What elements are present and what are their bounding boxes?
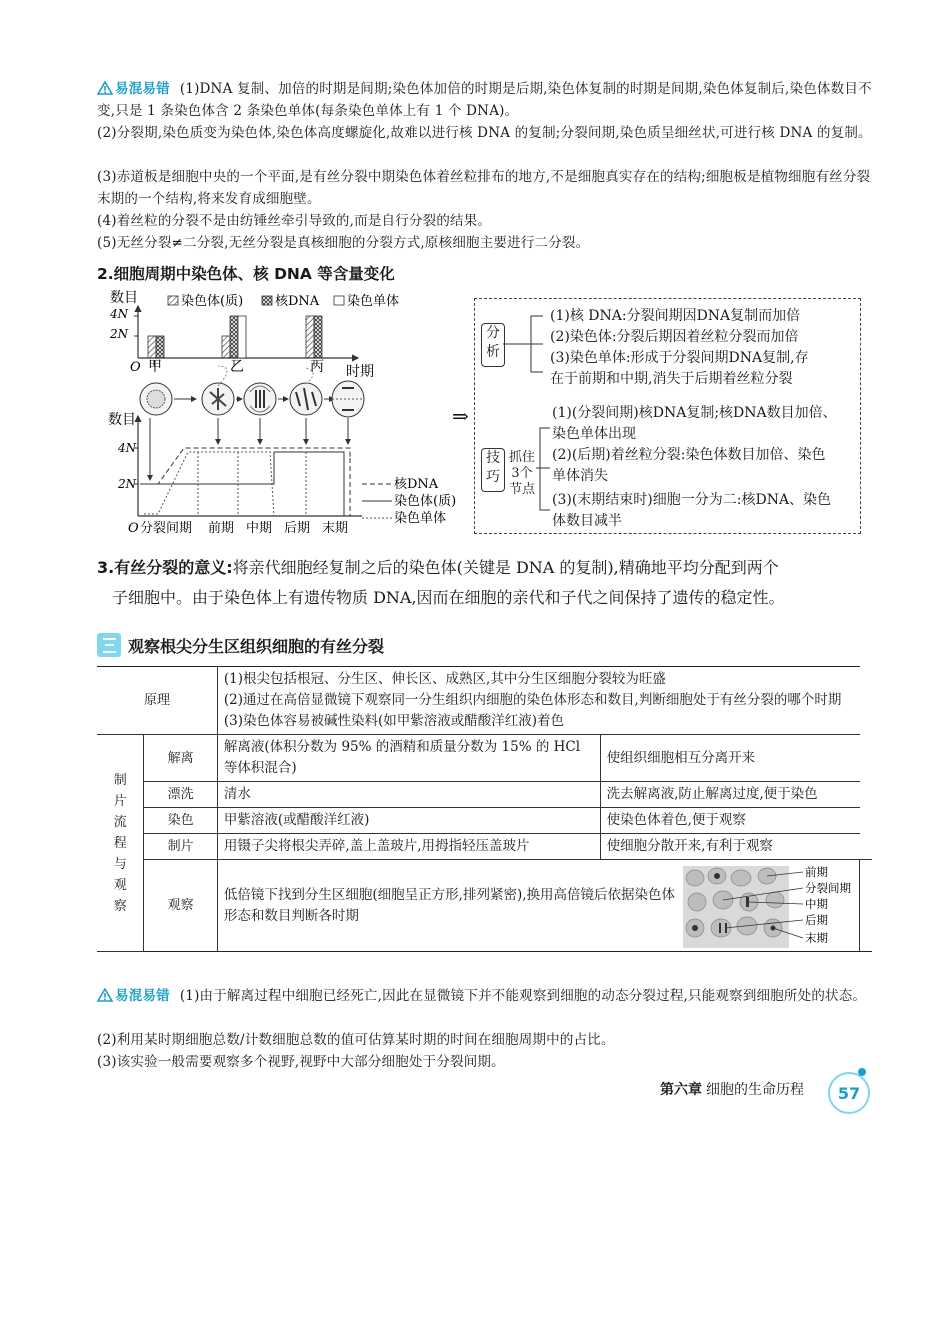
principle-head: 原理 (97, 667, 217, 735)
bar-bing-dna (314, 316, 322, 358)
bar-group-jia (148, 336, 164, 358)
warning-note-1 (97, 78, 872, 122)
subsection-heading (97, 632, 384, 658)
line-dna (140, 448, 350, 484)
step-slide: 制片 (144, 834, 217, 860)
skill-label: 技巧 (481, 448, 505, 492)
footer-chapter: 第六章 (660, 1082, 702, 1098)
legend-dna: 核DNA (275, 294, 320, 309)
note2-3: (3)该实验一般需要观察多个视野,视野中大部分细胞处于分裂间期。 (97, 1054, 505, 1070)
phase-telophase: 末期 (322, 521, 349, 536)
step-stain: 染色 (144, 808, 217, 834)
content-rinse: 清水 (217, 782, 600, 808)
footer-title: 细胞的生命历程 (706, 1082, 804, 1098)
bar-yi-chromatid (238, 316, 246, 358)
table-row-observe (97, 860, 872, 952)
observe-content: 低倍镜下找到分生区细胞(细胞呈正方形,排列紧密),换用高倍镜后依据染色体形态和数目判断各时期 (223, 886, 676, 924)
analysis-line-2: (2)染色体:分裂后期因着丝粒分裂而加倍 (550, 329, 799, 345)
phase-metaphase: 中期 (246, 521, 273, 536)
micro-label-anaphase: 后期 (804, 913, 828, 927)
bar-group-bing (306, 316, 322, 358)
principle-1: (1)根尖包括根冠、分生区、伸长区、成熟区,其中分生区细胞分裂较为旺盛 (223, 671, 666, 687)
skill-line-3: (2)(后期)着丝粒分裂:染色体数目加倍、染色 (552, 447, 826, 463)
bottom-origin: O (128, 521, 139, 536)
content-stain: 甲紫溶液(或醋酸洋红液) (217, 808, 600, 834)
table-row-slide (97, 834, 872, 860)
legend-chromatid: 染色单体 (347, 294, 400, 309)
note-2: (2)分裂期,染色质变为染色体,染色体高度螺旋化,故难以进行核 DNA 的复制;分裂间期,染色质呈细丝状,可进行核 DNA 的复制。 (97, 125, 872, 141)
grasp-3: 节点 (508, 482, 535, 497)
line-legend-chromatid: 染色单体 (394, 511, 447, 526)
group-bing: 丙 (310, 359, 324, 375)
purpose-stain: 使染色体着色,便于观察 (600, 808, 859, 834)
analysis-line-4: 在于前期和中期,消失于后期着丝粒分裂 (550, 371, 793, 387)
phase-anaphase: 后期 (284, 521, 311, 536)
process-head: 制片流程与观察 (97, 735, 144, 952)
section-3-line-2: 子细胞中。由于染色体上有遗传物质 DNA,因而在细胞的亲代和子代之间保持了遗传的稳定性。 (112, 588, 785, 607)
note-4: (4)着丝粒的分裂不是由纺锤丝牵引导致的,而是自行分裂的结果。 (97, 213, 492, 229)
subsection-title: 观察根尖分生区组织细胞的有丝分裂 (128, 636, 385, 656)
step-dissociation: 解离 (144, 735, 217, 782)
note-text: (1)DNA 复制、加倍的时期是间期;染色体加倍的时期是后期,染色体复制的时期是间期,染色体复制后,染色体数目不变,只是 1 条染色体含 2 条染色单体(每条染色单体上有 1 个 DNA)。 (97, 81, 872, 119)
purpose-dissociation: 使组织细胞相互分离开来 (600, 735, 859, 782)
top-x-label: 时期 (346, 364, 374, 380)
micro-label-prophase: 前期 (804, 866, 828, 879)
note2-text-1: (1)由于解离过程中细胞已经死亡,因此在显微镜下并不能观察到细胞的动态分裂过程,只能观察到细胞所处的状态。 (179, 988, 867, 1004)
page-number: 57 (828, 1072, 870, 1114)
warning-note-2 (97, 985, 872, 1007)
legend-swatch-dna (262, 296, 272, 305)
line-legend-chromosome: 染色体(质) (394, 494, 457, 509)
skill-line-1: (1)(分裂间期)核DNA复制;核DNA数目加倍、 (552, 405, 837, 421)
observe-empty (860, 860, 873, 952)
step-observe: 观察 (144, 860, 217, 952)
skill-line-6: 体数目减半 (552, 513, 622, 529)
subsection-badge-icon (97, 633, 121, 657)
content-dissociation: 解离液(体积分数为 95% 的酒精和质量分数为 15% 的 HCl 等体积混合) (217, 735, 600, 782)
tick-2n-bottom: 2N (118, 477, 137, 491)
note-5: (5)无丝分裂≠二分裂,无丝分裂是真核细胞的分裂方式,原核细胞主要进行二分裂。 (97, 235, 590, 251)
analysis-line-1: (1)核 DNA:分裂间期因DNA复制而加倍 (550, 308, 801, 324)
top-y-label: 数目 (110, 290, 138, 306)
legend-chromosome: 染色体(质) (181, 294, 244, 309)
cell-images (140, 366, 364, 417)
bar-jia-chromosome (148, 336, 156, 358)
section-3-line-1: 将亲代细胞经复制之后的染色体(关键是 DNA 的复制),精确地平均分配到两个 (232, 558, 779, 577)
bar-jia-dna (156, 336, 164, 358)
implies-arrow: ⇒ (452, 404, 469, 428)
grasp-2: 3个 (511, 466, 533, 481)
bar-yi-dna (230, 316, 238, 358)
micro-label-interphase: 分裂间期 (804, 881, 851, 895)
micro-label-metaphase: 中期 (804, 897, 828, 911)
observe-cell (217, 860, 859, 952)
experiment-table (97, 666, 872, 952)
bottom-y-label: 数目 (108, 412, 136, 428)
content-slide: 用镊子尖将根尖弄碎,盖上盖玻片,用拇指轻压盖玻片 (217, 834, 600, 860)
analysis-label: 分析 (481, 323, 505, 367)
line-chromosome (140, 452, 344, 516)
tick-4n: 4N (110, 307, 129, 321)
legend-swatch-chromosome (168, 296, 178, 305)
cell-cycle-diagram (100, 288, 460, 544)
warning-label: 易混易错 (115, 81, 170, 97)
micro-label-telophase: 末期 (804, 931, 828, 945)
grasp-1: 抓住 (508, 450, 535, 465)
origin: O (130, 360, 141, 375)
warning-label: 易混易错 (115, 988, 170, 1004)
principle-3: (3)染色体容易被碱性染料(如甲紫溶液或醋酸洋红液)着色 (223, 713, 565, 729)
skill-line-4: 单体消失 (552, 468, 608, 484)
warning-icon (97, 988, 113, 1002)
page-dot-icon (858, 1068, 866, 1076)
phase-prophase: 前期 (208, 521, 235, 536)
group-yi: 乙 (230, 359, 244, 375)
purpose-rinse: 洗去解离液,防止解离过度,便于染色 (600, 782, 859, 808)
principle-2: (2)通过在高倍显微镜下观察同一分生组织内细胞的染色体形态和数目,判断细胞处于有丝分裂的哪个时期 (223, 692, 842, 708)
legend-swatch-chromatid (334, 296, 344, 305)
group-jia: 甲 (148, 359, 162, 375)
skill-bracket (536, 420, 552, 516)
warning-icon (97, 81, 113, 95)
micrograph (683, 866, 859, 948)
skill-line-5: (3)(末期结束时)细胞一分为二:核DNA、染色 (552, 492, 832, 508)
bar-yi-chromosome (222, 336, 230, 358)
section-2-title: 2.细胞周期中染色体、核 DNA 等含量变化 (97, 265, 395, 283)
table-row-rinse (97, 782, 872, 808)
table-row-stain (97, 808, 872, 834)
line-legend-dna: 核DNA (394, 477, 439, 492)
note-3: (3)赤道板是细胞中央的一个平面,是有丝分裂中期染色体着丝粒排布的地方,不是细胞真实存在的结构;细胞板是植物细胞有丝分裂末期的一个结构,将来发育成细胞壁。 (97, 169, 871, 207)
phase-interphase: 分裂间期 (140, 521, 193, 536)
bar-group-yi (222, 316, 246, 358)
tick-4n-bottom: 4N (118, 441, 137, 455)
bar-bing-chromosome (306, 316, 314, 358)
table-row-principle (97, 667, 872, 735)
grasp-label (507, 450, 537, 498)
table-row-dissociation (97, 735, 872, 782)
section-3-lead: 3.有丝分裂的意义: (97, 558, 233, 577)
analysis-line-3: (3)染色单体:形成于分裂间期DNA复制,存 (550, 350, 809, 366)
tick-2n: 2N (110, 327, 129, 341)
analysis-bracket (503, 304, 553, 382)
purpose-slide: 使细胞分散开来,有利于观察 (600, 834, 859, 860)
note2-2: (2)利用某时期细胞总数/计数细胞总数的值可估算某时期的时间在细胞周期中的占比。 (97, 1032, 615, 1048)
principle-cell (217, 667, 859, 735)
skill-line-2: 染色单体出现 (552, 426, 636, 442)
step-rinse: 漂洗 (144, 782, 217, 808)
section-3-paragraph (97, 554, 877, 582)
